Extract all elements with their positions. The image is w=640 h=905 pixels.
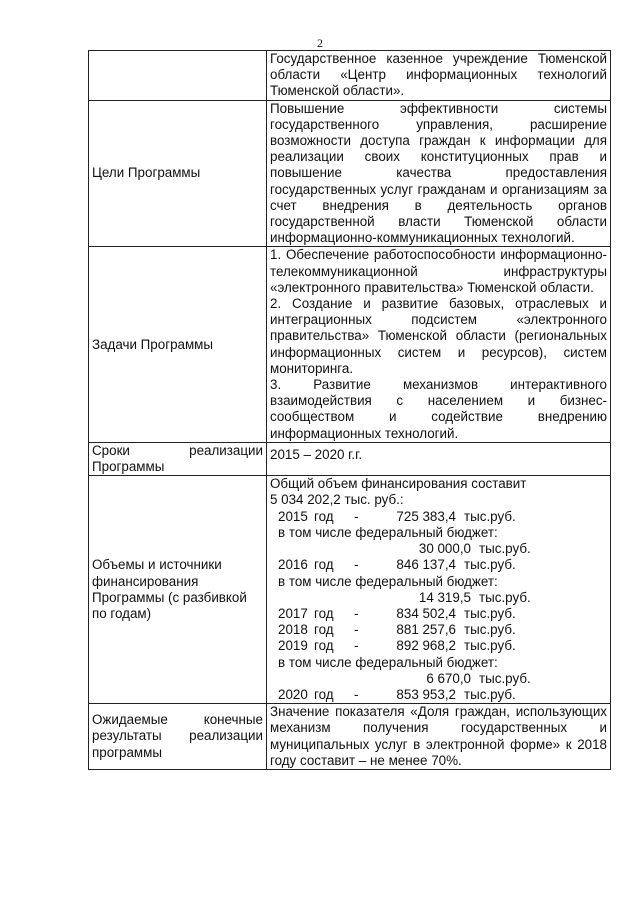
federal-amount: 30 000,0 — [418, 541, 471, 557]
unit: тыс.руб. — [479, 589, 531, 605]
unit: тыс.руб. — [464, 638, 516, 654]
year-row-2019 — [270, 638, 607, 654]
amount: 892 968,2 — [396, 638, 456, 654]
federal-amount: 14 319,5 — [418, 589, 471, 605]
row-value — [267, 704, 611, 770]
row-value — [267, 100, 611, 247]
task-item: 3. Развитие механизмов интерактивного взаимодействия с населением и бизнес-сообществом и содействие внедрению информационных технологий. — [270, 377, 607, 441]
year-word: год — [314, 638, 334, 654]
year-word: год — [314, 557, 334, 573]
row-label — [89, 51, 267, 101]
federal-budget-label: в том числе федеральный бюджет: — [278, 573, 498, 589]
amount: 881 257,6 — [396, 622, 456, 638]
row-label: Сроки реализации Программы — [89, 442, 267, 475]
unit: тыс.руб. — [464, 686, 516, 702]
unit: тыс.руб. — [479, 541, 531, 557]
row-value — [267, 442, 611, 475]
year-word: год — [314, 686, 334, 702]
year-row-2020 — [270, 687, 607, 703]
row-label: Задачи Программы — [89, 247, 267, 442]
table-row — [89, 476, 611, 704]
table-row — [89, 51, 611, 101]
year: 2016 — [278, 557, 308, 573]
executor-text: Государственное казенное учреждение Тюменской области «Центр информационных технологий Тюменской области». — [270, 51, 607, 99]
amount: 853 953,2 — [396, 686, 456, 702]
year-word: год — [314, 622, 334, 638]
year: 2018 — [278, 622, 308, 638]
year: 2020 — [278, 686, 308, 702]
table-row — [89, 247, 611, 442]
federal-amount-row — [270, 671, 607, 687]
task-item: 2. Создание и развитие базовых, отраслевых и интеграционных подсистем «электронного правительства» Тюменской области (региональных информационных систем и ресурсов), систем мониторинга. — [270, 296, 607, 376]
period-text: 2015 – 2020 г.г. — [270, 446, 363, 462]
task-item: 1. Обеспечение работоспособности информационно-телекоммуникационной инфраструктуры «электронного правительства» Тюменской области. — [270, 247, 607, 295]
page-number: 2 — [317, 36, 323, 50]
year-word: год — [314, 508, 334, 524]
row-value — [267, 476, 611, 704]
results-text: Значение показателя «Доля граждан, использующих механизм получения государственных и муниципальных услуг в электронной форме» к 2018 году составит – не менее 70%. — [270, 704, 607, 768]
year-row-2015 — [270, 509, 607, 525]
financing-intro: Общий объем финансирования составит — [270, 476, 527, 492]
federal-budget-label: в том числе федеральный бюджет: — [278, 654, 498, 670]
row-value — [267, 51, 611, 101]
unit: тыс.руб. — [464, 622, 516, 638]
financing-total: 5 034 202,2 тыс. руб.: — [270, 492, 404, 508]
row-label: Ожидаемые конечные результаты реализации программы — [89, 704, 267, 770]
year: 2019 — [278, 638, 308, 654]
row-label: Объемы и источники финансирования Программы (с разбивкой по годам) — [89, 476, 267, 704]
year-row-2018 — [270, 622, 607, 638]
goals-text: Повышение эффективности системы государственного управления, расширение возможности доступа граждан к информации для реализации своих конституционных прав и повышение качества предоставления государственных услуг гражданам и организациям за счет внедрения в деятельность органов государственной власти Тюменской области информационно-коммуникационных технологий. — [270, 100, 607, 246]
year-row-2016 — [270, 557, 607, 573]
year: 2015 — [278, 508, 308, 524]
program-passport-table — [88, 50, 611, 770]
federal-amount-row — [270, 590, 607, 606]
dash: - — [354, 557, 359, 573]
dash: - — [354, 638, 359, 654]
federal-amount: 6 670,0 — [426, 670, 471, 686]
year-row-2017 — [270, 606, 607, 622]
year-word: год — [314, 605, 334, 621]
amount: 846 137,4 — [396, 557, 456, 573]
amount: 725 383,4 — [396, 508, 456, 524]
federal-amount-row — [270, 541, 607, 557]
dash: - — [354, 686, 359, 702]
unit: тыс.руб. — [464, 605, 516, 621]
table-row — [89, 100, 611, 247]
dash: - — [354, 605, 359, 621]
dash: - — [354, 622, 359, 638]
row-value — [267, 247, 611, 442]
unit: тыс.руб. — [479, 670, 531, 686]
amount: 834 502,4 — [396, 605, 456, 621]
year: 2017 — [278, 605, 308, 621]
federal-budget-label: в том числе федеральный бюджет: — [278, 524, 498, 540]
table-row — [89, 704, 611, 770]
row-label: Цели Программы — [89, 100, 267, 247]
unit: тыс.руб. — [464, 557, 516, 573]
table-row — [89, 442, 611, 475]
dash: - — [354, 508, 359, 524]
unit: тыс.руб. — [464, 508, 516, 524]
